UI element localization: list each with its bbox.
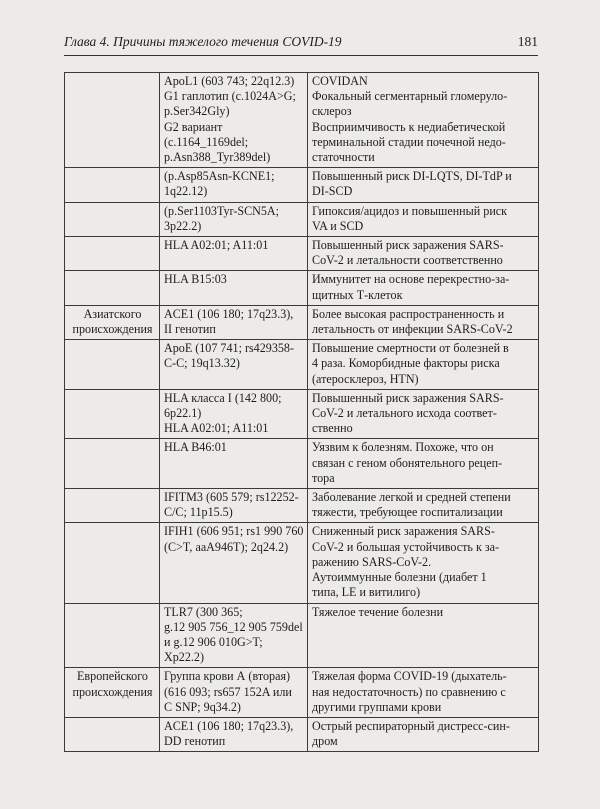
effect-cell <box>308 305 539 339</box>
genetic-risk-table <box>64 72 539 752</box>
group-cell <box>65 305 160 339</box>
cell-line: (C>T, aaA946T); 2q24.2) <box>164 539 289 554</box>
cell-line: ная недостаточность) по сравнению с <box>312 684 506 699</box>
group-cell <box>65 439 160 489</box>
cell-line: G2 вариант <box>164 119 223 134</box>
gene-cell <box>160 271 308 305</box>
cell-line: ApoE (107 741; rs429358- <box>164 341 294 356</box>
group-cell <box>65 202 160 236</box>
gene-cell <box>160 202 308 236</box>
cell-line: (атеросклероз, HTN) <box>312 371 419 386</box>
effect-cell <box>308 202 539 236</box>
cell-line: HLA B15:03 <box>164 272 227 287</box>
group-cell <box>65 489 160 523</box>
cell-line: TLR7 (300 365; <box>164 604 243 619</box>
cell-line: щитных Т-клеток <box>312 287 403 302</box>
cell-line: Заболевание легкой и средней степени <box>312 490 511 505</box>
cell-line: дром <box>312 734 338 749</box>
table-row <box>65 73 539 168</box>
cell-line: Повышенный риск DI-LQTS, DI-TdP и <box>312 169 512 184</box>
cell-line: Уязвим к болезням. Похоже, что он <box>312 440 494 455</box>
cell-line: Тяжелая форма COVID-19 (дыхатель- <box>312 669 507 684</box>
group-cell <box>65 603 160 668</box>
cell-line: ражению SARS-CoV-2. <box>312 554 432 569</box>
cell-line: (p.Ser1103Tyr-SCN5A; <box>164 203 280 218</box>
table-row <box>65 668 539 718</box>
table-row <box>65 439 539 489</box>
cell-line: и g.12 906 010G>T; <box>164 634 263 649</box>
effect-cell <box>308 237 539 271</box>
group-cell <box>65 717 160 751</box>
table-row <box>65 340 539 390</box>
gene-cell <box>160 237 308 271</box>
cell-line: Группа крови А (вторая) <box>164 669 291 684</box>
group-cell <box>65 668 160 718</box>
cell-line: COVIDAN <box>312 74 368 88</box>
cell-line: терминальной стадии почечной недо- <box>312 134 506 149</box>
cell-line: Азиатского <box>83 306 142 321</box>
group-cell <box>65 168 160 202</box>
chapter-title: Глава 4. Причины тяжелого течения COVID-19 <box>64 34 342 49</box>
cell-line: Xp22.2) <box>164 650 204 665</box>
gene-cell <box>160 305 308 339</box>
gene-cell <box>160 73 308 168</box>
group-cell <box>65 340 160 390</box>
cell-line: Повышенный риск заражения SARS- <box>312 390 504 405</box>
page-number: 181 <box>517 34 538 49</box>
cell-line: IFITM3 (605 579; rs12252- <box>164 490 299 505</box>
cell-line: Иммунитет на основе перекрестно-за- <box>312 272 510 287</box>
table-body <box>65 73 539 752</box>
cell-line: происхождения <box>72 684 153 699</box>
cell-line: p.Asn388_Tyr389del) <box>164 150 271 165</box>
gene-cell <box>160 489 308 523</box>
table-row <box>65 389 539 439</box>
gene-cell <box>160 389 308 439</box>
table-row <box>65 717 539 751</box>
cell-line: ApoL1 (603 743; 22q12.3) <box>164 74 295 88</box>
effect-cell <box>308 439 539 489</box>
cell-line: VA и SCD <box>312 218 364 233</box>
cell-line: G1 гаплотип (c.1024A>G; <box>164 89 296 104</box>
cell-line: ACE1 (106 180; 17q23.3), <box>164 306 294 321</box>
effect-cell <box>308 717 539 751</box>
cell-line: DI-SCD <box>312 184 353 199</box>
cell-line: 3p22.2) <box>164 218 202 233</box>
cell-line: Аутоиммунные болезни (диабет 1 <box>312 570 487 585</box>
cell-line: 1q22.12) <box>164 184 208 199</box>
cell-line: CoV-2 и летальности соответственно <box>312 253 503 268</box>
gene-cell <box>160 340 308 390</box>
group-cell <box>65 389 160 439</box>
effect-cell <box>308 340 539 390</box>
group-cell <box>65 523 160 603</box>
cell-line: тяжести, требующее госпитализации <box>312 505 503 520</box>
cell-line: происхождения <box>72 322 153 337</box>
cell-line: летальность от инфекции SARS-CoV-2 <box>312 322 513 337</box>
effect-cell <box>308 603 539 668</box>
gene-cell <box>160 523 308 603</box>
cell-line: Острый респираторный дистресс-син- <box>312 718 510 733</box>
table-row <box>65 168 539 202</box>
cell-line: склероз <box>312 104 352 119</box>
cell-line: Тяжелое течение болезни <box>312 604 444 619</box>
running-head <box>64 34 538 50</box>
cell-line: HLA A02:01; A11:01 <box>164 421 269 436</box>
gene-cell <box>160 668 308 718</box>
table-row <box>65 202 539 236</box>
cell-line: (616 093; rs657 152A или <box>164 684 292 699</box>
table-row <box>65 489 539 523</box>
cell-line: g.12 905 756_12 905 759del <box>164 619 303 634</box>
cell-line: другими группами крови <box>312 699 442 714</box>
table-row <box>65 523 539 603</box>
cell-line: HLA A02:01; A11:01 <box>164 238 269 253</box>
cell-line: типа, LE и витилиго) <box>312 585 421 600</box>
effect-cell <box>308 271 539 305</box>
cell-line: 4 раза. Коморбидные факторы риска <box>312 356 500 371</box>
table-row <box>65 237 539 271</box>
cell-line: HLA B46:01 <box>164 440 227 455</box>
cell-line: p.Ser342Gly) <box>164 104 230 119</box>
cell-line: Повышение смертности от болезней в <box>312 341 509 356</box>
effect-cell <box>308 389 539 439</box>
cell-line: Европейского <box>77 669 148 684</box>
cell-line: CoV-2 и большая устойчивость к за- <box>312 539 500 554</box>
effect-cell <box>308 523 539 603</box>
cell-line: IFIH1 (606 951; rs1 990 760 <box>164 524 304 539</box>
cell-line: CoV-2 и летального исхода соответ- <box>312 406 497 421</box>
effect-cell <box>308 73 539 168</box>
cell-line: C SNP; 9q34.2) <box>164 699 241 714</box>
cell-line: (c.1164_1169del; <box>164 134 249 149</box>
cell-line: Более высокая распространенность и <box>312 306 505 321</box>
cell-line: II генотип <box>164 322 216 337</box>
cell-line: ственно <box>312 421 353 436</box>
cell-line: тора <box>312 470 335 485</box>
table-row <box>65 305 539 339</box>
cell-line: Восприимчивость к недиабетической <box>312 119 506 134</box>
cell-line: (p.Asp85Asn-KCNE1; <box>164 169 275 184</box>
table-row <box>65 603 539 668</box>
cell-line: 6p22.1) <box>164 406 202 421</box>
gene-cell <box>160 168 308 202</box>
cell-line: Гипоксия/ацидоз и повышенный риск <box>312 203 508 218</box>
effect-cell <box>308 489 539 523</box>
gene-cell <box>160 603 308 668</box>
effect-cell <box>308 668 539 718</box>
gene-cell <box>160 717 308 751</box>
group-cell <box>65 237 160 271</box>
cell-line: ACE1 (106 180; 17q23.3), <box>164 718 294 733</box>
table-row <box>65 271 539 305</box>
cell-line: C-C; 19q13.32) <box>164 356 240 371</box>
cell-line: связан с геном обонятельного рецеп- <box>312 455 503 470</box>
header-rule <box>64 55 538 56</box>
gene-cell <box>160 439 308 489</box>
group-cell <box>65 73 160 168</box>
cell-line: HLA класса I (142 800; <box>164 390 282 405</box>
cell-line: DD генотип <box>164 734 226 749</box>
effect-cell <box>308 168 539 202</box>
group-cell <box>65 271 160 305</box>
cell-line: Фокальный сегментарный гломеруло- <box>312 89 508 104</box>
cell-line: C/C; 11p15.5) <box>164 505 233 520</box>
cell-line: статочности <box>312 150 375 165</box>
cell-line: Сниженный риск заражения SARS- <box>312 524 495 539</box>
cell-line: Повышенный риск заражения SARS- <box>312 238 504 253</box>
